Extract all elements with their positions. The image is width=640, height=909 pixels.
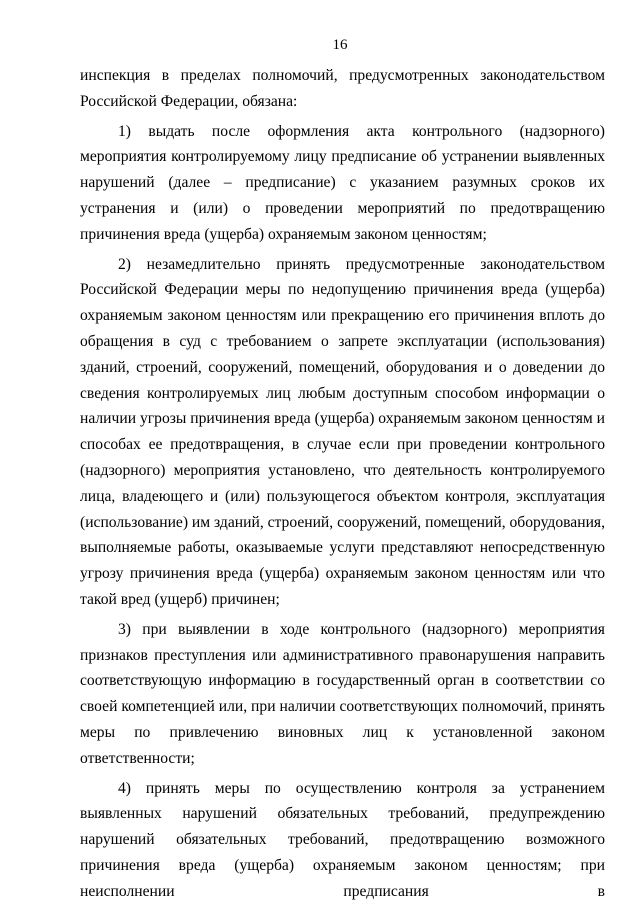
paragraph-intro: инспекция в пределах полномочий, предусмотренных законодательством Российской Федерации, обязана: [80,67,605,110]
page-number: 16 [332,37,348,53]
paragraph-item-1: 1) выдать после оформления акта контрольного (надзорного) мероприятия контролируемому лицу предписание об устранении выявленных нарушений (далее – предписание) с указанием разумных сроков их устранения и (или) о проведении мероприятий по предотвращению причинения вреда (ущерба) охраняемым законом ценностям; [80,122,605,243]
document-body [80,63,605,909]
paragraph-item-3: 3) при выявлении в ходе контрольного (надзорного) мероприятия признаков преступления или административного правонарушения направить соответствующую информацию в государственный орган в соответствии со своей компетенцией или, при наличии соответствующих полномочий, принять меры по привлечению виновных лиц к установленной законом ответственности; [80,620,605,767]
paragraph-item-4: 4) принять меры по осуществлению контроля за устранением выявленных нарушений обязательных требований, предупреждению нарушений обязательных требований, предотвращению возможного причинения вреда (ущерба) охраняемым законом ценностям; при неисполнении предписания в [80,779,605,900]
paragraph-item-2: 2) незамедлительно принять предусмотренные законодательством Российской Федерации меры по недопущению причинения вреда (ущерба) охраняемым законом ценностям или прекращению его причинения вплоть до обращения в суд с требованием о запрете эксплуатации (использования) зданий, строений, сооружений, помещений, оборудования и о доведении до сведения контролируемых лиц любым доступным способом информации о наличии угрозы причинения вреда (ущерба) охраняемым законом ценностям и способах ее предотвращения, в случае если при проведении контрольного (надзорного) мероприятия установлено, что деятельность контролируемого лица, владеющего и (или) пользующегося объектом контроля, эксплуатация (использование) им зданий, строений, сооружений, помещений, оборудования, выполняемые работы, оказываемые услуги представляют непосредственную угрозу причинения вреда (ущерба) охраняемым законом ценностям или что такой вред (ущерб) причинен; [80,255,605,608]
